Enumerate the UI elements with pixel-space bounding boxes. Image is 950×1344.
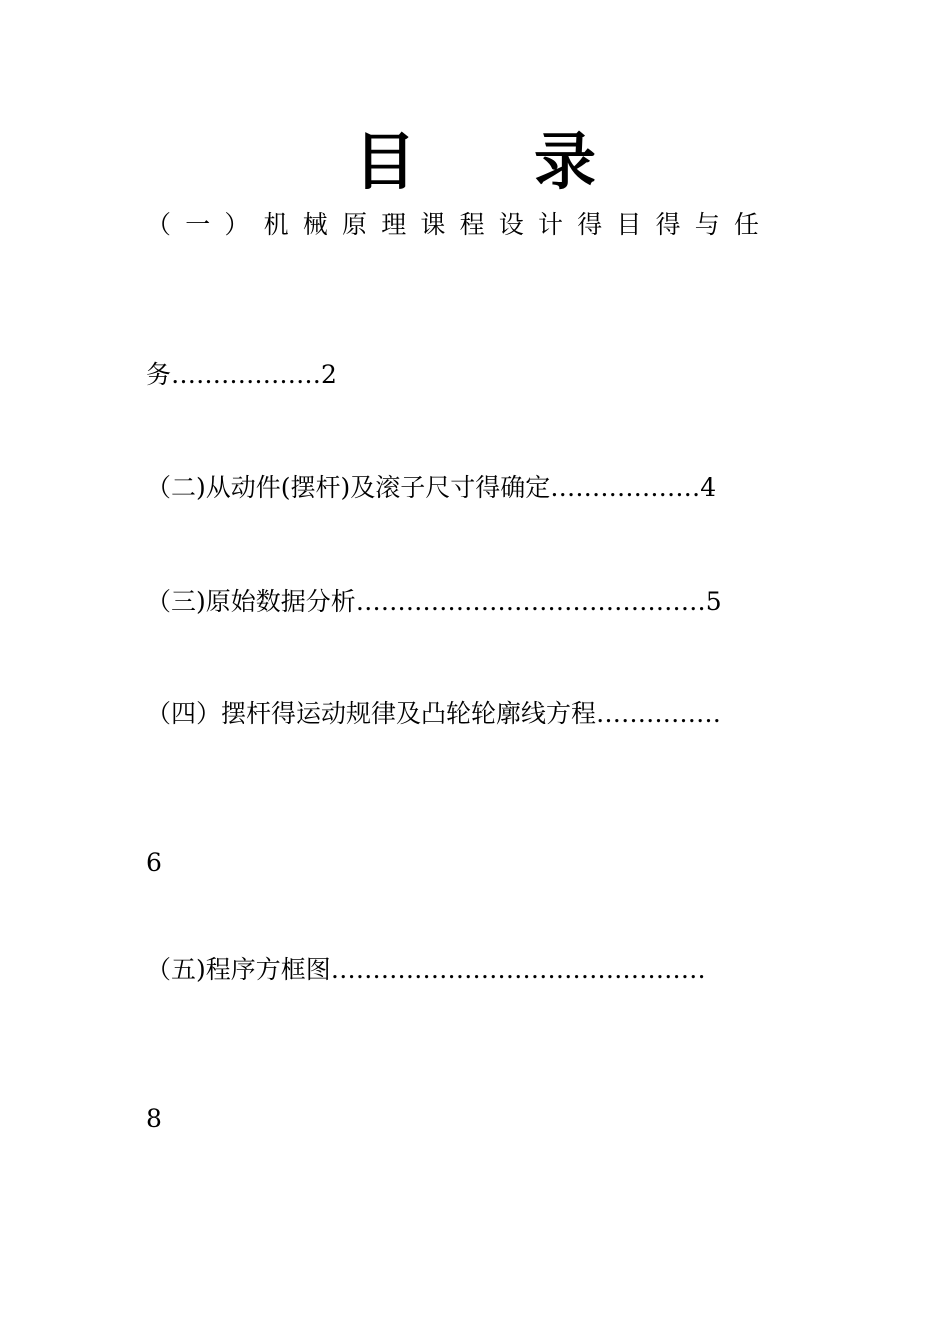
- toc-item-2: [146, 471, 716, 505]
- toc-item-2-leader: ………………: [550, 473, 701, 502]
- toc-item-4-text: （四）摆杆得运动规律及凸轮轮廓线方程: [146, 699, 597, 728]
- toc-item-3: [146, 585, 722, 619]
- toc-item-1-leader: ………………: [171, 360, 322, 389]
- page-title: 目录: [353, 125, 714, 198]
- toc-item-1-page: 2: [321, 360, 337, 389]
- toc-item-5: [146, 953, 706, 987]
- toc-item-3-text: （三)原始数据分析: [146, 587, 356, 616]
- toc-item-4-page-line: [146, 846, 162, 880]
- toc-item-4: [146, 697, 721, 731]
- toc-item-4-page: 6: [146, 848, 162, 877]
- toc-item-3-page: 5: [705, 587, 722, 616]
- toc-item-1-text-cont: 务: [146, 360, 172, 389]
- toc-item-4-leader: ……………: [596, 699, 722, 728]
- toc-item-2-page: 4: [700, 473, 717, 502]
- toc-item-1-text: （一）机械原理课程设计得目得与任: [146, 210, 774, 239]
- toc-item-3-leader: ……………………………………: [355, 587, 706, 616]
- toc-item-5-page: 8: [146, 1104, 162, 1133]
- toc-item-5-text: （五)程序方框图: [146, 955, 331, 984]
- toc-item-1-continuation: [146, 358, 337, 392]
- toc-item-1-label: [146, 208, 773, 242]
- toc-item-5-leader: ………………………………………: [330, 955, 706, 984]
- toc-item-5-page-line: [146, 1102, 162, 1136]
- toc-item-2-text: （二)从动件(摆杆)及滚子尺寸得确定: [146, 473, 551, 502]
